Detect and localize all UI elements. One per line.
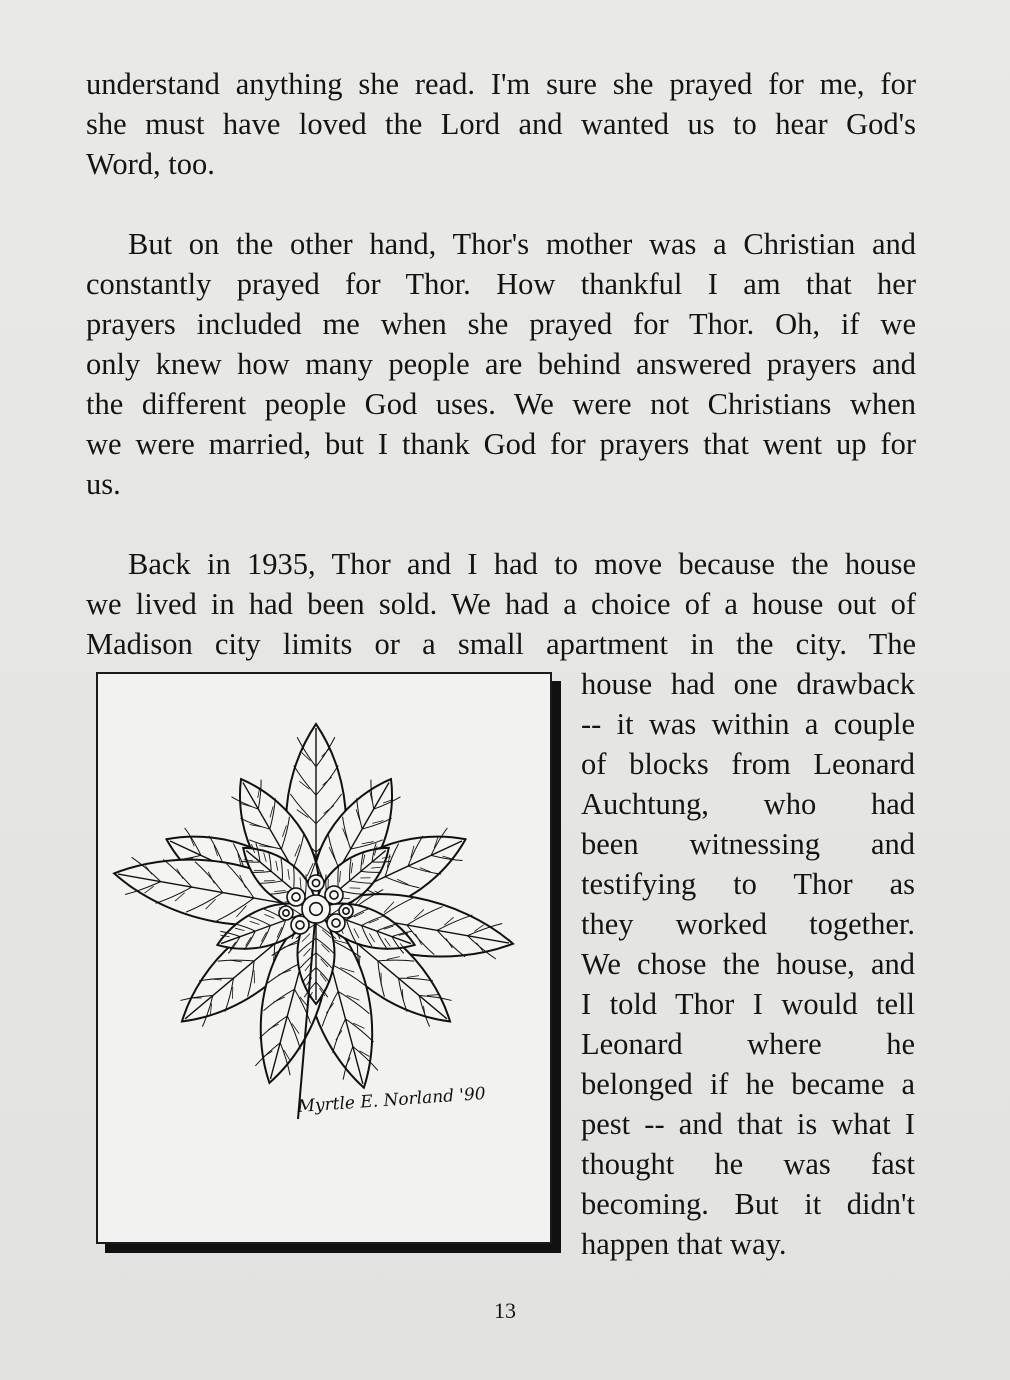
flower-bud	[287, 888, 305, 906]
text-line: of blocks from Leonard	[581, 747, 915, 781]
text-line: happen that way.	[581, 1227, 787, 1261]
text-line: she must have loved the Lord and wanted us to hear God's	[86, 107, 916, 141]
text-line: I told Thor I would tell	[581, 987, 915, 1021]
text-line: only knew how many people are behind answered prayers and	[86, 347, 916, 381]
text-line: -- it was within a couple	[581, 707, 915, 741]
flower-bud	[308, 875, 324, 891]
signature	[296, 1084, 487, 1117]
paragraph-3	[86, 544, 916, 664]
text-line: house had one drawback	[581, 667, 915, 701]
text-line: testifying to Thor as	[581, 867, 915, 901]
text-line: constantly prayed for Thor. How thankful I am that her	[86, 267, 916, 301]
page-number: 13	[494, 1298, 516, 1323]
text-line: becoming. But it didn't	[581, 1187, 915, 1221]
text-line: thought he was fast	[581, 1147, 915, 1181]
body-text	[86, 64, 916, 664]
text-line: understand anything she read. I'm sure she prayed for me, for	[86, 67, 916, 101]
text-line: Leonard where he	[581, 1027, 915, 1061]
text-line: Madison city limits or a small apartment in the city. The	[86, 627, 916, 661]
text-line: belonged if he became a	[581, 1067, 915, 1101]
paragraph-2	[86, 224, 916, 504]
flower-bud	[291, 916, 309, 934]
svg-text:Myrtle E. Norland '90: Myrtle E. Norland '90	[296, 1083, 487, 1117]
poinsettia-drawing	[98, 674, 550, 1242]
flower-bud	[339, 904, 353, 918]
text-line: Back in 1935, Thor and I had to move because the house	[128, 547, 916, 581]
text-line: prayers included me when she prayed for Thor. Oh, if we	[86, 307, 916, 341]
text-line: the different people God uses. We were not Christians when	[86, 387, 916, 421]
paragraph-1	[86, 64, 916, 184]
text-line: we were married, but I thank God for prayers that went up for	[86, 427, 916, 461]
text-line: us.	[86, 467, 121, 501]
wrapped-text-column	[581, 664, 915, 1264]
flower-bud	[325, 886, 343, 904]
poinsettia-illustration	[96, 672, 552, 1244]
text-line: We chose the house, and	[581, 947, 915, 981]
text-line: Word, too.	[86, 147, 215, 181]
text-line: But on the other hand, Thor's mother was a Christian and	[128, 227, 916, 261]
flower-bud	[279, 906, 293, 920]
text-line: they worked together.	[581, 907, 915, 941]
text-line: been witnessing and	[581, 827, 915, 861]
text-line: pest -- and that is what I	[581, 1107, 915, 1141]
text-line: Auchtung, who had	[581, 787, 915, 821]
text-line: we lived in had been sold. We had a choice of a house out of	[86, 587, 916, 621]
